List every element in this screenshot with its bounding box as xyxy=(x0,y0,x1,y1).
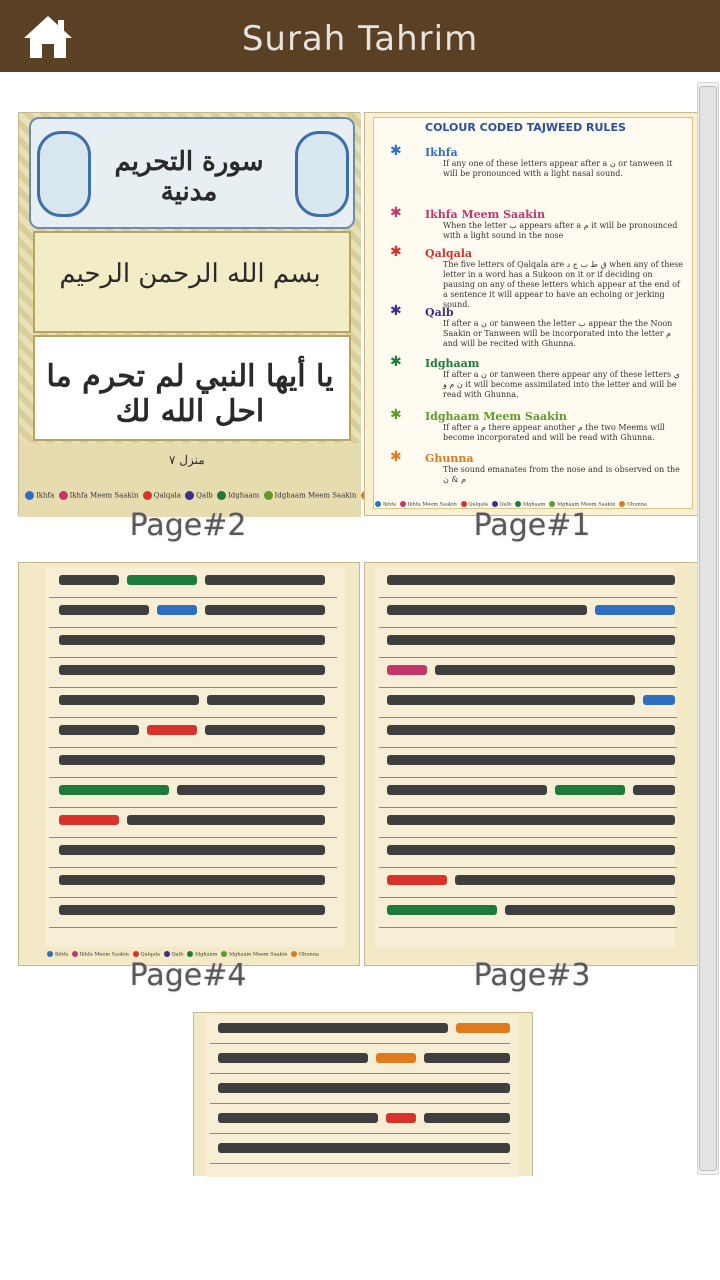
star-icon: ✱ xyxy=(390,303,402,319)
app-header xyxy=(0,0,720,72)
page2-legend-bar xyxy=(23,491,357,509)
legend-idghaam: Idghaam xyxy=(523,501,546,508)
surah-title-calligraphy: سورة التحريم مدنية xyxy=(114,147,264,207)
home-button[interactable] xyxy=(22,14,74,60)
legend-ikhfa-meem: Ikhfa Meem Saakin xyxy=(69,491,139,500)
rule-title-ikhfa: Ikhfa xyxy=(425,146,458,159)
legend-idghaam-meem: Idghaam Meem Saakin xyxy=(228,951,288,958)
page-thumbnail-2[interactable] xyxy=(18,112,360,516)
star-icon: ✱ xyxy=(390,244,402,260)
page2-left-medallion xyxy=(37,131,91,217)
manzil-label: منزل ٧ xyxy=(169,453,205,467)
rule-text-qalqala: The five letters of Qalqala are ق ط ب ج د when any of these letter in a word has a Sukoon on it or if deciding on pausing on any of these letters which appear at the end of a sentence it will appear to have an echoing or jerking sound. xyxy=(443,260,683,309)
star-icon: ✱ xyxy=(390,354,402,370)
star-icon: ✱ xyxy=(390,143,402,159)
legend-ghunna: Ghunna xyxy=(627,501,647,508)
legend-ikhfa-meem: Ikhfa Meem Saakin xyxy=(407,501,457,508)
star-icon: ✱ xyxy=(390,407,402,423)
page-thumbnail-5[interactable] xyxy=(193,1012,533,1176)
verse-text: يا أيها النبي لم تحرم ما احل الله لك xyxy=(46,359,334,429)
legend-idghaam-meem: Idghaam Meem Saakin xyxy=(274,491,357,500)
legend-qalb: Qalb xyxy=(499,501,512,508)
page-label-3: Page#3 xyxy=(473,958,591,993)
rule-text-ikhfa-meem: When the letter ب appears after a م it will be pronounced with a light sound in the nose xyxy=(443,221,678,240)
legend-ikhfa: Ikhfa xyxy=(383,501,397,508)
rule-text-qalb: If after a ن or tanween the letter ب appear the the Noon Saakin or Tanween will be incorporated into the letter م and will be recited with Ghunna. xyxy=(443,319,673,348)
page-label-1: Page#1 xyxy=(473,508,591,543)
rule-title-qalb: Qalb xyxy=(425,306,454,319)
page2-right-medallion xyxy=(295,131,349,217)
page-label-2: Page#2 xyxy=(129,508,247,543)
legend-idghaam: Idghaam xyxy=(195,951,218,958)
scrollbar-thumb[interactable] xyxy=(699,86,717,1171)
rule-title-ghunna: Ghunna xyxy=(425,452,474,465)
bismillah-text: بسم الله الرحمن الرحيم xyxy=(59,259,321,289)
legend-idghaam: Idghaam xyxy=(228,491,260,500)
legend-qalqala: Qalqala xyxy=(140,951,160,958)
vertical-scrollbar[interactable] xyxy=(697,82,719,1175)
rule-text-ikhfa: If any one of these letters appear after a ن or tanween it will be pronounced with a light nasal sound. xyxy=(443,159,673,178)
rule-text-idghaam: If after a ن or tanween there appear any of these letters ي ن م و it will become assimilated into the letter and will be read with Ghunna. xyxy=(443,370,680,399)
page-thumbnail-1[interactable] xyxy=(364,112,700,516)
rule-text-idghaam-meem: If after a م there appear another م the two Meems will become incorporated and will be read with Ghunna. xyxy=(443,423,665,442)
legend-ikhfa: Ikhfa xyxy=(36,491,55,500)
tajweed-heading: COLOUR CODED TAJWEED RULES xyxy=(425,121,626,134)
star-icon: ✱ xyxy=(390,449,402,465)
legend-ghunna: Ghunna xyxy=(299,951,319,958)
page-thumbnail-4[interactable] xyxy=(18,562,360,966)
home-icon xyxy=(22,14,74,60)
legend-ikhfa: Ikhfa xyxy=(55,951,69,958)
legend-ikhfa-meem: Ikhfa Meem Saakin xyxy=(79,951,129,958)
page-thumbnail-3[interactable] xyxy=(364,562,700,966)
legend-idghaam-meem: Idghaam Meem Saakin xyxy=(556,501,616,508)
star-icon: ✱ xyxy=(390,205,402,221)
rule-title-idghaam: Idghaam xyxy=(425,357,480,370)
legend-qalb: Qalb xyxy=(171,951,184,958)
rule-title-idghaam-meem: Idghaam Meem Saakin xyxy=(425,410,567,423)
legend-qalb: Qalb xyxy=(196,491,213,500)
rule-text-ghunna: The sound emanates from the nose and is observed on the م & ن xyxy=(443,465,680,484)
rule-title-ikhfa-meem: Ikhfa Meem Saakin xyxy=(425,208,546,221)
legend-qalqala: Qalqala xyxy=(153,491,181,500)
rule-title-qalqala: Qalqala xyxy=(425,247,473,260)
page-title: Surah Tahrim xyxy=(241,19,479,59)
page-label-4: Page#4 xyxy=(129,958,247,993)
legend-qalqala: Qalqala xyxy=(468,501,488,508)
